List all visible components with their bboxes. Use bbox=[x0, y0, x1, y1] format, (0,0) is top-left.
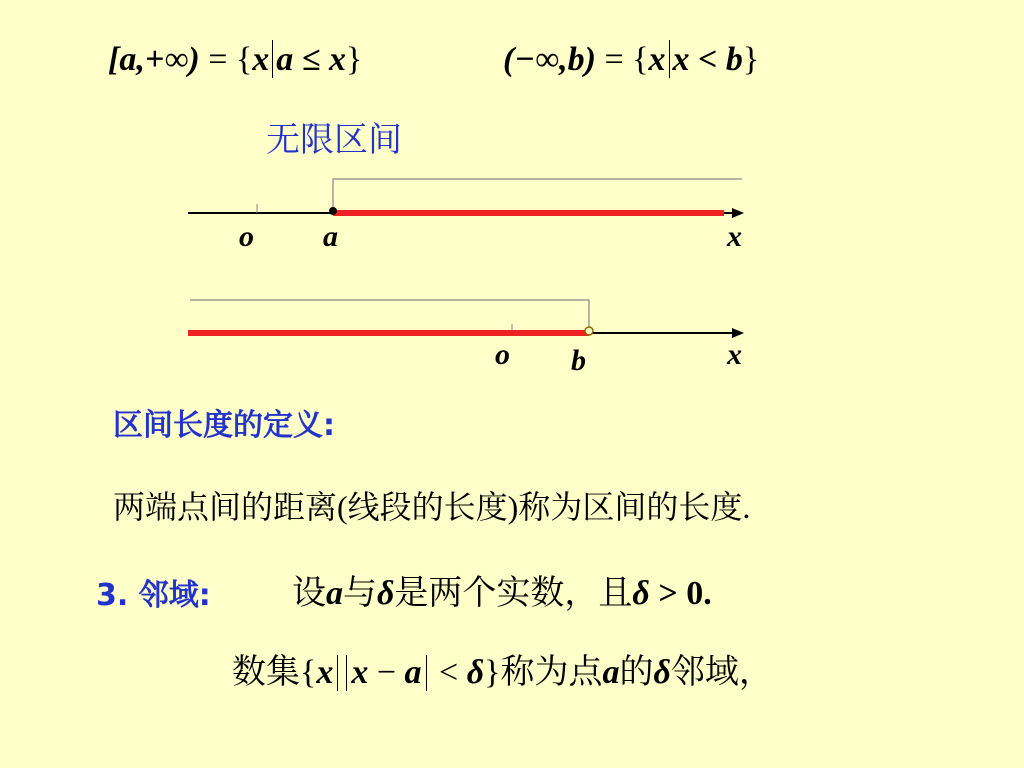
formula-left-close: } bbox=[345, 41, 363, 78]
formula-right-open: { bbox=[632, 41, 649, 78]
nb2-a: a bbox=[602, 654, 620, 691]
endpoint-b bbox=[585, 327, 593, 335]
formula-right-eq: = bbox=[604, 41, 624, 78]
nb2-t4: 邻域， bbox=[670, 654, 773, 691]
origin-label-1: o bbox=[239, 220, 254, 253]
nb1-delta: δ bbox=[377, 575, 395, 612]
formula-left-cond: a ≤ x bbox=[276, 41, 346, 78]
point-label-a: a bbox=[323, 220, 338, 253]
nb2-bar-2 bbox=[346, 655, 347, 691]
nb2-t1: 数集{ bbox=[232, 654, 317, 691]
axis-label-x-1: x bbox=[727, 220, 742, 253]
nb2-expr-minus: − bbox=[368, 654, 405, 691]
number-line-2 bbox=[188, 300, 744, 377]
formula-right-cond: x < b bbox=[672, 41, 743, 78]
formula-left-eq: = bbox=[208, 41, 228, 78]
formula-left-var: x bbox=[252, 41, 270, 78]
nb1-t2: 与 bbox=[343, 575, 377, 612]
neighborhood-line-1 bbox=[292, 565, 712, 614]
interval-bracket-2 bbox=[190, 300, 589, 333]
formula-left-lhs: [a,+∞) bbox=[108, 41, 200, 78]
nb1-t3: 是两个实数，且 bbox=[394, 575, 633, 612]
axis-arrow-2 bbox=[732, 328, 744, 338]
nb2-t3: 的 bbox=[619, 654, 654, 691]
nb2-x: x bbox=[316, 654, 334, 691]
nb1-t4: > 0. bbox=[649, 575, 712, 612]
axis-label-x-2: x bbox=[727, 338, 742, 371]
nb2-expr-delta: δ bbox=[466, 654, 485, 691]
nb2-bar-1 bbox=[337, 655, 338, 691]
formula-right-close: } bbox=[742, 41, 760, 78]
point-label-b: b bbox=[571, 344, 586, 377]
nb1-a: a bbox=[326, 575, 343, 612]
nb1-delta2: δ bbox=[632, 575, 650, 612]
number-line-1 bbox=[188, 179, 744, 253]
nb2-expr-a: a bbox=[404, 654, 422, 691]
length-definition-heading: 区间长度的定义: bbox=[113, 408, 335, 443]
nb2-bar-3 bbox=[426, 655, 427, 691]
formula-right-lhs: (−∞,b) bbox=[503, 41, 596, 78]
formula-right-var: x bbox=[648, 41, 666, 78]
endpoint-a bbox=[329, 207, 337, 215]
origin-label-2: o bbox=[495, 338, 510, 371]
length-definition-text: 两端点间的距离(线段的长度)称为区间的长度. bbox=[113, 489, 751, 525]
nb2-expr-x: x bbox=[351, 654, 369, 691]
axis-arrow-1 bbox=[732, 208, 744, 218]
nb2-t2: }称为点 bbox=[484, 654, 603, 691]
infinite-interval-label: 无限区间 bbox=[266, 120, 402, 160]
nb2-expr-lt: < bbox=[430, 654, 467, 691]
nb2-delta: δ bbox=[653, 654, 671, 691]
interval-bracket-1 bbox=[333, 179, 742, 213]
nb1-t1: 设 bbox=[292, 575, 326, 612]
neighborhood-heading: 3. 邻域: bbox=[96, 578, 211, 613]
neighborhood-line-2 bbox=[232, 644, 773, 693]
formula-left-open: { bbox=[235, 41, 253, 78]
